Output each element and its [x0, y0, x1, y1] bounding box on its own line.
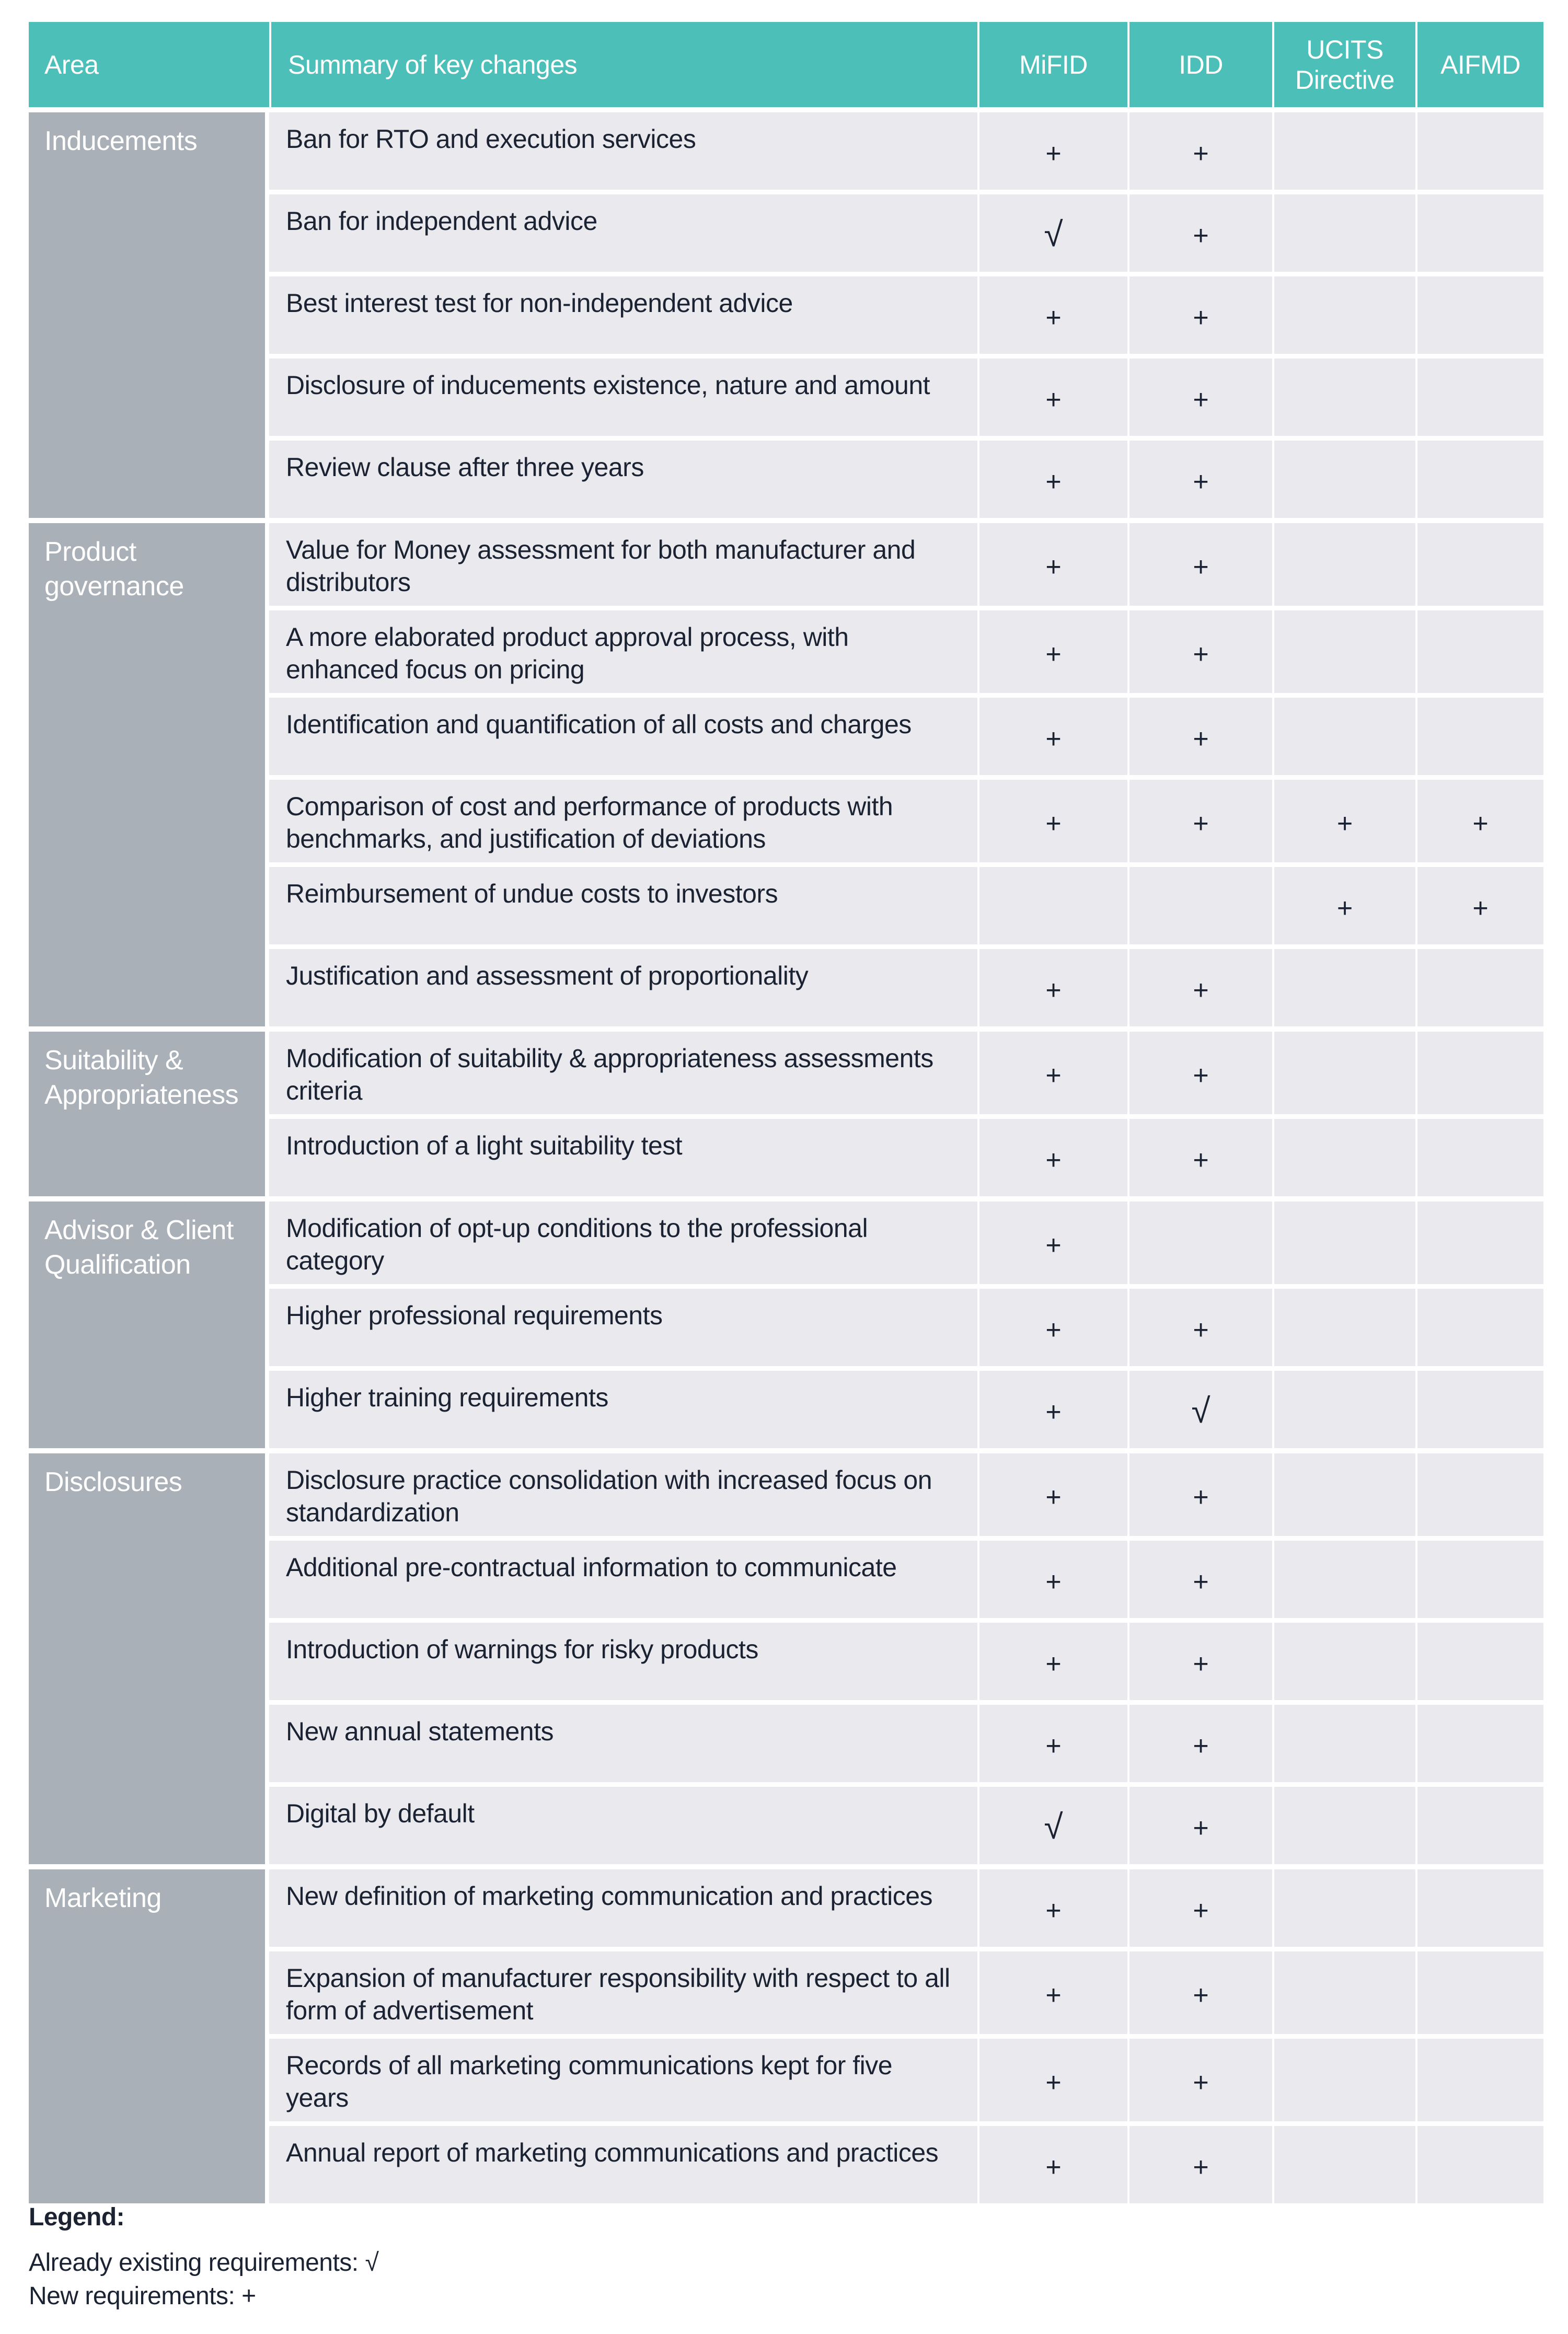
mark-mifid: + [977, 1453, 1127, 1536]
mark-ucits-directive [1272, 1787, 1415, 1864]
mark-mifid: + [977, 1032, 1127, 1114]
mark-ucits-directive [1272, 1951, 1415, 2034]
mark-aifmd [1415, 523, 1543, 606]
summary-cell: Disclosure of inducements existence, nature and amount [286, 371, 930, 400]
summary-cell: Introduction of a light suitability test [286, 1131, 683, 1160]
table-row [269, 610, 1543, 693]
mark-aifmd [1415, 1787, 1543, 1864]
mark-ucits-directive [1272, 1705, 1415, 1782]
table-row [269, 359, 1543, 436]
mark-idd: + [1127, 1453, 1272, 1536]
mark-aifmd [1415, 610, 1543, 693]
mark-mifid: + [977, 1201, 1127, 1284]
section-rows [269, 1869, 1543, 2203]
mark-ucits-directive [1272, 1201, 1415, 1284]
table-row [269, 1119, 1543, 1196]
summary-cell: Comparison of cost and performance of products with benchmarks, and justification of deviations [286, 792, 893, 853]
mark-idd: + [1127, 194, 1272, 272]
section-rows [269, 523, 1543, 1026]
section-4 [29, 1453, 1543, 1864]
mark-aifmd [1415, 1541, 1543, 1618]
mark-aifmd: + [1415, 867, 1543, 944]
table-row [269, 867, 1543, 944]
summary-cell: Introduction of warnings for risky products [286, 1635, 758, 1664]
mark-aifmd [1415, 441, 1543, 518]
legend-title: Legend: [29, 2203, 125, 2231]
mark-aifmd [1415, 1201, 1543, 1284]
mark-mifid: + [977, 2126, 1127, 2203]
mark-ucits-directive [1272, 1869, 1415, 1947]
mark-aifmd [1415, 194, 1543, 272]
mark-mifid: + [977, 1705, 1127, 1782]
mark-idd: + [1127, 1032, 1272, 1114]
mark-idd: + [1127, 359, 1272, 436]
mark-aifmd [1415, 359, 1543, 436]
summary-cell: New definition of marketing communication and practices [286, 1881, 933, 1911]
mark-idd: + [1127, 1541, 1272, 1618]
summary-cell: Digital by default [286, 1799, 475, 1828]
mark-ucits-directive [1272, 1289, 1415, 1366]
mark-mifid: + [977, 2039, 1127, 2121]
mark-mifid: + [977, 1623, 1127, 1700]
mark-aifmd [1415, 2039, 1543, 2121]
mark-ucits-directive [1272, 1119, 1415, 1196]
mark-idd: + [1127, 276, 1272, 354]
mark-aifmd [1415, 698, 1543, 775]
mark-idd: + [1127, 2126, 1272, 2203]
summary-cell: Disclosure practice consolidation with increased focus on standardization [286, 1465, 932, 1527]
table-row [269, 441, 1543, 518]
mark-idd: + [1127, 1705, 1272, 1782]
mark-mifid: + [977, 441, 1127, 518]
mark-ucits-directive [1272, 523, 1415, 606]
mark-mifid: + [977, 1289, 1127, 1366]
area-label: Product governance [29, 523, 265, 1026]
mark-ucits-directive [1272, 194, 1415, 272]
mark-idd: + [1127, 523, 1272, 606]
area-label: Inducements [29, 112, 265, 518]
mark-mifid: + [977, 1869, 1127, 1947]
section-rows [269, 1032, 1543, 1196]
section-rows [269, 1201, 1543, 1448]
mark-mifid: + [977, 780, 1127, 862]
mark-idd: + [1127, 1787, 1272, 1864]
mark-idd: + [1127, 2039, 1272, 2121]
mark-mifid: + [977, 1119, 1127, 1196]
summary-cell: Higher professional requirements [286, 1301, 663, 1330]
mark-idd: + [1127, 1623, 1272, 1700]
section-3 [29, 1201, 1543, 1448]
summary-cell: New annual statements [286, 1717, 554, 1746]
mark-ucits-directive [1272, 949, 1415, 1026]
mark-mifid: + [977, 1951, 1127, 2034]
mark-idd: √ [1127, 1371, 1272, 1448]
area-label: Disclosures [29, 1453, 265, 1864]
mark-ucits-directive [1272, 276, 1415, 354]
mark-aifmd [1415, 1623, 1543, 1700]
mark-mifid: + [977, 112, 1127, 190]
mark-mifid: + [977, 949, 1127, 1026]
table-row [269, 949, 1543, 1026]
table-row [269, 1453, 1543, 1536]
mark-ucits-directive [1272, 1371, 1415, 1448]
mark-aifmd [1415, 1289, 1543, 1366]
mark-mifid: + [977, 276, 1127, 354]
mark-idd: + [1127, 1119, 1272, 1196]
table-row [269, 1541, 1543, 1618]
mark-ucits-directive [1272, 2126, 1415, 2203]
mark-idd: + [1127, 610, 1272, 693]
summary-cell: Modification of suitability & appropriateness assessments criteria [286, 1044, 933, 1105]
mark-idd: + [1127, 1289, 1272, 1366]
mark-ucits-directive [1272, 698, 1415, 775]
summary-cell: Best interest test for non-independent advice [286, 288, 793, 318]
mark-ucits-directive [1272, 359, 1415, 436]
mark-aifmd [1415, 1869, 1543, 1947]
area-label: Marketing [29, 1869, 265, 2203]
table-row [269, 2039, 1543, 2121]
mark-ucits-directive [1272, 2039, 1415, 2121]
mark-idd: + [1127, 1951, 1272, 2034]
mark-ucits-directive [1272, 441, 1415, 518]
mark-aifmd [1415, 949, 1543, 1026]
mark-aifmd [1415, 112, 1543, 190]
mark-aifmd [1415, 2126, 1543, 2203]
summary-cell: Justification and assessment of proportionality [286, 961, 809, 990]
mark-ucits-directive: + [1272, 780, 1415, 862]
mark-ucits-directive: + [1272, 867, 1415, 944]
section-1 [29, 523, 1543, 1026]
table-row [269, 194, 1543, 272]
summary-cell: Ban for RTO and execution services [286, 124, 696, 154]
section-5 [29, 1869, 1543, 2203]
mark-ucits-directive [1272, 112, 1415, 190]
summary-cell: Records of all marketing communications kept for five years [286, 2051, 893, 2112]
mark-idd: + [1127, 1869, 1272, 1947]
mark-idd: + [1127, 780, 1272, 862]
summary-cell: Annual report of marketing communications and practices [286, 2138, 939, 2167]
mark-aifmd [1415, 1705, 1543, 1782]
summary-cell: Modification of opt-up conditions to the professional category [286, 1214, 868, 1275]
section-rows [269, 1453, 1543, 1864]
summary-cell: Value for Money assessment for both manufacturer and distributors [286, 535, 916, 597]
legend-item-new: New requirements: + [29, 2282, 256, 2310]
table-row [269, 1951, 1543, 2034]
mark-mifid: + [977, 359, 1127, 436]
summary-cell: Reimbursement of undue costs to investors [286, 879, 778, 908]
mark-mifid: + [977, 523, 1127, 606]
section-2 [29, 1032, 1543, 1196]
area-label: Advisor & Client Qualification [29, 1201, 265, 1448]
mark-mifid: √ [977, 1787, 1127, 1864]
summary-cell: Ban for independent advice [286, 206, 597, 236]
mark-idd: + [1127, 112, 1272, 190]
mark-idd: + [1127, 949, 1272, 1026]
header-mifid: MiFID [977, 22, 1127, 107]
header-idd: IDD [1127, 22, 1272, 107]
table-row [269, 276, 1543, 354]
legend-item-existing: Already existing requirements: √ [29, 2249, 379, 2277]
mark-idd [1127, 867, 1272, 944]
mark-idd [1127, 1201, 1272, 1284]
mark-aifmd: + [1415, 780, 1543, 862]
header-ucits-directive: UCITS Directive [1272, 22, 1415, 107]
table-row [269, 698, 1543, 775]
mark-mifid: + [977, 1371, 1127, 1448]
table-body [29, 112, 1543, 2203]
header-area: Area [44, 50, 99, 79]
mark-ucits-directive [1272, 1453, 1415, 1536]
summary-cell: Expansion of manufacturer responsibility with respect to all form of advertisement [286, 1963, 950, 2025]
summary-cell: Identification and quantification of all costs and charges [286, 710, 912, 739]
table-header [29, 22, 1543, 107]
mark-mifid: + [977, 698, 1127, 775]
table-row [269, 1705, 1543, 1782]
mark-mifid [977, 867, 1127, 944]
table-row [269, 1289, 1543, 1366]
mark-ucits-directive [1272, 1623, 1415, 1700]
summary-cell: Additional pre-contractual information to communicate [286, 1553, 897, 1582]
mark-ucits-directive [1272, 1541, 1415, 1618]
section-rows [269, 112, 1543, 518]
mark-mifid: + [977, 610, 1127, 693]
mark-aifmd [1415, 1951, 1543, 2034]
summary-cell: A more elaborated product approval process, with enhanced focus on pricing [286, 622, 849, 684]
table-row [269, 523, 1543, 606]
mark-ucits-directive [1272, 1032, 1415, 1114]
mark-ucits-directive [1272, 610, 1415, 693]
table-row [269, 1869, 1543, 1947]
mark-idd: + [1127, 441, 1272, 518]
table-row [269, 780, 1543, 862]
legend [29, 2203, 378, 2313]
header-aifmd: AIFMD [1415, 22, 1543, 107]
table-row [269, 1371, 1543, 1448]
table-row [269, 1201, 1543, 1284]
area-label: Suitability & Appropriateness [29, 1032, 265, 1196]
mark-mifid: + [977, 1541, 1127, 1618]
mark-aifmd [1415, 1119, 1543, 1196]
section-0 [29, 112, 1543, 518]
table-row [269, 1032, 1543, 1114]
table-row [269, 2126, 1543, 2203]
table-row [269, 1623, 1543, 1700]
mark-aifmd [1415, 1453, 1543, 1536]
mark-aifmd [1415, 1032, 1543, 1114]
summary-cell: Review clause after three years [286, 453, 644, 482]
mark-aifmd [1415, 276, 1543, 354]
table-row [269, 112, 1543, 190]
table-row [269, 1787, 1543, 1864]
mark-aifmd [1415, 1371, 1543, 1448]
regulatory-requirements-table [29, 22, 1543, 2203]
summary-cell: Higher training requirements [286, 1383, 608, 1412]
mark-idd: + [1127, 698, 1272, 775]
mark-mifid: √ [977, 194, 1127, 272]
header-summary: Summary of key changes [269, 22, 977, 107]
